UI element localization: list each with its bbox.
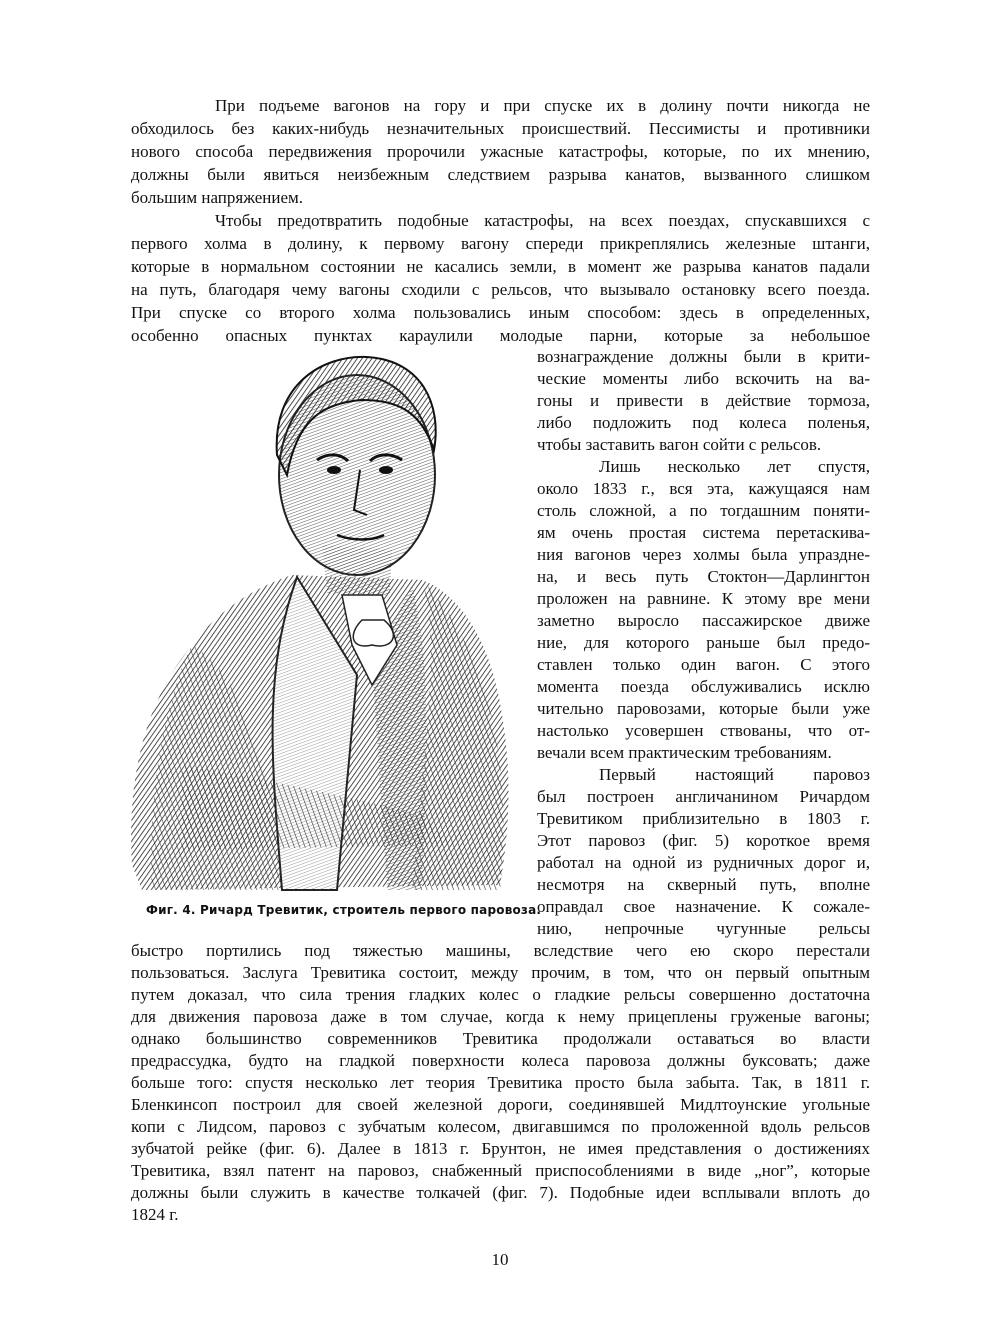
text-line: 1824 г. xyxy=(131,1205,179,1224)
text-line: на путь, благодаря чему вагоны сходили с рельсов, что вызывало остановку всего поезда. xyxy=(131,280,870,299)
text-line: путем доказал, что сила трения гладких колес о гладкие рельсы совершенно достаточна xyxy=(131,985,870,1004)
text-line: однако большинство современников Тревитика продолжали оставаться во власти xyxy=(131,1029,870,1048)
text-line: ние, для которого раньше был предо- xyxy=(537,633,870,652)
text-line: копи с Лидсом, паровоз с зубчатым колесом, двигавшимся по проложенной вдоль рельсов xyxy=(131,1117,870,1136)
text-line: настолько усовершен ствованы, что от- xyxy=(537,721,870,740)
text-line: первого холма в долину, к первому вагону спереди прикреплялись железные штанги, xyxy=(131,234,870,253)
text-line: предрассудка, будто на гладкой поверхности колеса паровоза должны буксовать; даже xyxy=(131,1051,870,1070)
text-line: Лишь несколько лет спустя, xyxy=(599,457,870,476)
text-line: должны были служить в качестве толкачей (фиг. 7). Подобные идеи всплывали вплоть до xyxy=(131,1183,870,1202)
text-line: большим напряжением. xyxy=(131,188,304,207)
text-line: особенно опасных пунктах караулили молодые парни, которые за небольшое xyxy=(131,326,870,345)
text-line: столь сложной, а по тогдашним поняти- xyxy=(537,501,870,520)
text-line: чтобы заставить вагон сойти с рельсов. xyxy=(537,435,822,454)
text-line: При спуске со второго холма пользовались иным способом: здесь в определенных, xyxy=(131,303,870,322)
text-line: оправдал свое назначение. К сожале- xyxy=(537,897,870,916)
text-line: гоны и привести в действие тормоза, xyxy=(537,391,870,410)
text-line: работал на одной из рудничных дорог и, xyxy=(537,853,870,872)
text-line: вечали всем практическим требованиям. xyxy=(537,743,832,762)
text-line: Первый настоящий паровоз xyxy=(599,765,870,784)
text-line: нию, непрочные чугунные рельсы xyxy=(537,919,870,938)
text-line: больше того: спустя несколько лет теория Тревитика просто была забыта. Так, в 1811 г. xyxy=(131,1073,870,1092)
text-line: Чтобы предотвратить подобные катастрофы, на всех поездах, спускавшихся с xyxy=(215,211,870,230)
text-line: на, и весь путь Стоктон—Дарлингтон xyxy=(537,567,870,586)
text-line: ческие моменты либо вскочить на ва- xyxy=(537,369,870,388)
text-line: момента поезда обслуживались исклю xyxy=(537,677,870,696)
text-line: несмотря на скверный путь, вполне xyxy=(537,875,870,894)
text-line: для движения паровоза даже в том случае, когда к нему прицеплены груженые вагоны; xyxy=(131,1007,870,1026)
text-line: Тревитиком приблизительно в 1803 г. xyxy=(537,809,870,828)
text-line: которые в нормальном состоянии не касались земли, в момент же разрыва канатов падали xyxy=(131,257,870,276)
text-line: вознаграждение должны были в крити- xyxy=(537,347,870,366)
text-line: ям очень простая система перетаскива- xyxy=(537,523,870,542)
figure-caption: Фиг. 4. Ричард Тревитик, строитель первого паровоза. xyxy=(146,903,542,917)
text-line: должны были явиться неизбежным следствием разрыва канатов, вызванного слишком xyxy=(131,165,870,184)
text-line: проложен на равнине. К этому вре мени xyxy=(537,589,870,608)
text-line: нового способа передвижения пророчили ужасные катастрофы, которые, по их мнению, xyxy=(131,142,870,161)
text-line: ставлен только один вагон. С этого xyxy=(537,655,870,674)
text-line: либо подложить под колеса поленья, xyxy=(537,413,870,432)
text-line: обходилось без каких-нибудь незначительных происшествий. Пессимисты и противники xyxy=(131,119,870,138)
text-line: около 1833 г., вся эта, кажущаяся нам xyxy=(537,479,870,498)
text-line: заметно выросло пассажирское движе xyxy=(537,611,870,630)
text-line: быстро портились под тяжестью машины, вследствие чего ею скоро перестали xyxy=(131,941,870,960)
text-line: ния вагонов через холмы была упраздне- xyxy=(537,545,870,564)
text-line: Тревитика, взял патент на паровоз, снабженный приспособлениями в виде „ног”, которые xyxy=(131,1161,870,1180)
text-line: чительно паровозами, которые были уже xyxy=(537,699,870,718)
text-line: зубчатой рейке (фиг. 6). Далее в 1813 г. Брунтон, не имея представления о достижениях xyxy=(131,1139,870,1158)
text-line: Бленкинсоп построил для своей железной дороги, соединявшей Мидлтоунские угольные xyxy=(131,1095,870,1114)
text-line: Этот паровоз (фиг. 5) короткое время xyxy=(537,831,870,850)
page-number: 10 xyxy=(491,1250,509,1269)
text-line: При подъеме вагонов на гору и при спуске их в долину почти никогда не xyxy=(215,96,870,115)
text-line: пользоваться. Заслуга Тревитика состоит, между прочим, в том, что он первый опытным xyxy=(131,963,870,982)
text-line: был построен англичанином Ричардом xyxy=(537,787,870,806)
portrait-illustration xyxy=(122,345,517,900)
